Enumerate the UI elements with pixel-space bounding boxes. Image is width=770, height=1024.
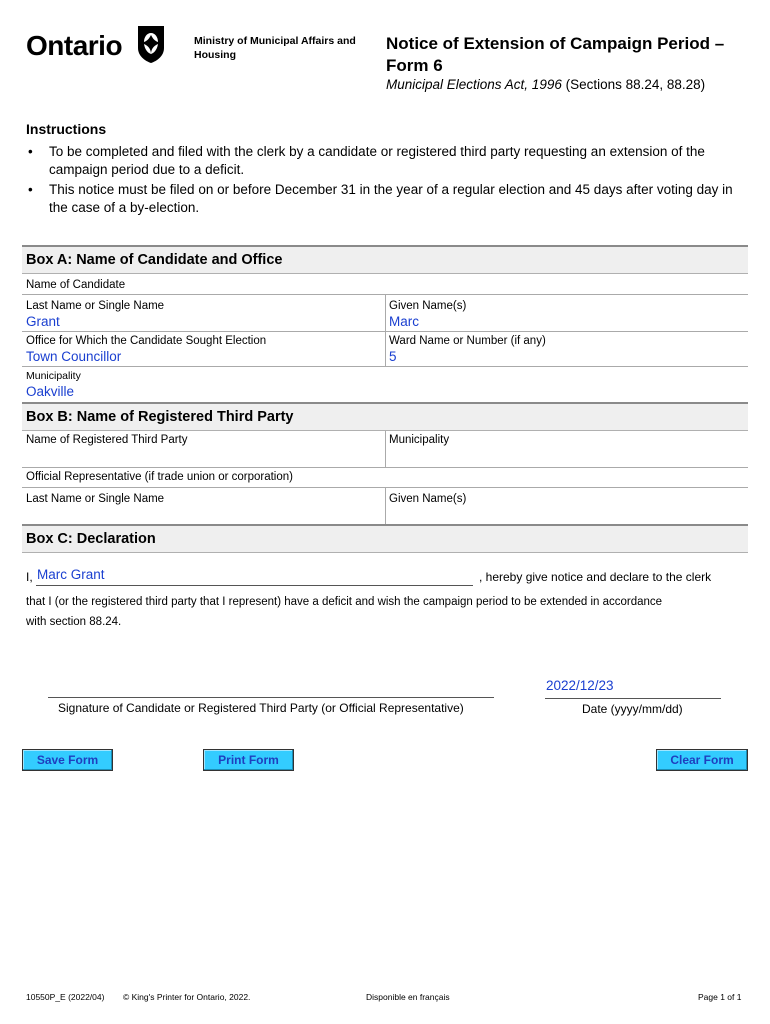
copyright: © King's Printer for Ontario, 2022. — [123, 992, 251, 1002]
form-title-line1: Notice of Extension of Campaign Period – — [386, 34, 725, 53]
declarant-underline — [36, 585, 473, 586]
instruction-item: • This notice must be filed on or before December 31 in the year of a regular election and 45 days after voting day in the case of a by-election. — [26, 181, 736, 216]
declaration-body-line1: that I (or the registered third party that I represent) have a deficit and wish the campaign period to be extended in accordance — [26, 596, 663, 608]
office-field[interactable]: Town Councillor — [26, 349, 122, 364]
act-reference — [386, 77, 705, 92]
act-name: Municipal Elections Act, 1996 — [386, 77, 562, 92]
declarant-name-field[interactable]: Marc Grant — [37, 567, 105, 582]
box-c-heading: Box C: Declaration — [22, 524, 748, 553]
date-label: Date (yyyy/mm/dd) — [582, 702, 683, 716]
instruction-item: • To be completed and filed with the clerk by a candidate or registered third party requesting an extension of the campaign period due to a deficit. — [26, 143, 736, 178]
last-name-field[interactable]: Grant — [26, 314, 60, 329]
signature-line — [48, 697, 494, 698]
ward-field[interactable]: 5 — [389, 349, 397, 364]
ministry-name: Ministry of Municipal Affairs and Housing — [194, 35, 356, 61]
office-label: Office for Which the Candidate Sought Election — [26, 335, 267, 347]
instructions-heading: Instructions — [26, 121, 107, 137]
date-field[interactable]: 2022/12/23 — [546, 678, 614, 693]
divider — [22, 366, 748, 367]
name-of-candidate-label: Name of Candidate — [26, 279, 126, 291]
rep-last-name-label: Last Name or Single Name — [26, 493, 165, 505]
form-number: 10550P_E (2022/04) — [26, 992, 105, 1002]
third-party-name-label: Name of Registered Third Party — [26, 434, 188, 446]
declaration-body-line2: with section 88.24. — [26, 616, 122, 628]
instructions-list — [26, 143, 736, 219]
form-title — [386, 33, 756, 77]
ontario-logo-text: Ontario — [26, 30, 123, 61]
form-title-line2: Form 6 — [386, 56, 443, 75]
official-representative-label: Official Representative (if trade union or corporation) — [26, 471, 293, 483]
date-line — [545, 698, 721, 699]
act-sections: (Sections 88.24, 88.28) — [561, 77, 706, 92]
ward-label: Ward Name or Number (if any) — [389, 335, 546, 347]
french-version-link: Disponible en français — [366, 992, 450, 1002]
signature-label: Signature of Candidate or Registered Third Party (or Official Representative) — [58, 701, 464, 715]
divider — [22, 331, 748, 332]
clear-form-button[interactable]: Clear Form — [656, 749, 748, 771]
box-b-heading: Box B: Name of Registered Third Party — [22, 402, 748, 431]
rep-given-name-label: Given Name(s) — [389, 493, 467, 505]
box-a-heading: Box A: Name of Candidate and Office — [22, 245, 748, 274]
third-party-municipality-label: Municipality — [389, 434, 450, 446]
declaration-prefix: I, — [26, 570, 33, 584]
print-form-button[interactable]: Print Form — [203, 749, 294, 771]
declaration-suffix: , hereby give notice and declare to the clerk — [479, 570, 712, 584]
given-name-label: Given Name(s) — [389, 300, 467, 312]
municipality-label: Municipality — [26, 370, 81, 382]
trillium-logo-icon — [135, 24, 167, 64]
divider — [385, 488, 386, 524]
given-name-field[interactable]: Marc — [389, 314, 419, 329]
municipality-field[interactable]: Oakville — [26, 384, 75, 399]
page-number: Page 1 of 1 — [698, 992, 742, 1002]
last-name-label: Last Name or Single Name — [26, 300, 165, 312]
divider — [22, 467, 748, 468]
declaration-body — [26, 592, 748, 632]
divider — [385, 431, 386, 467]
save-form-button[interactable]: Save Form — [22, 749, 113, 771]
